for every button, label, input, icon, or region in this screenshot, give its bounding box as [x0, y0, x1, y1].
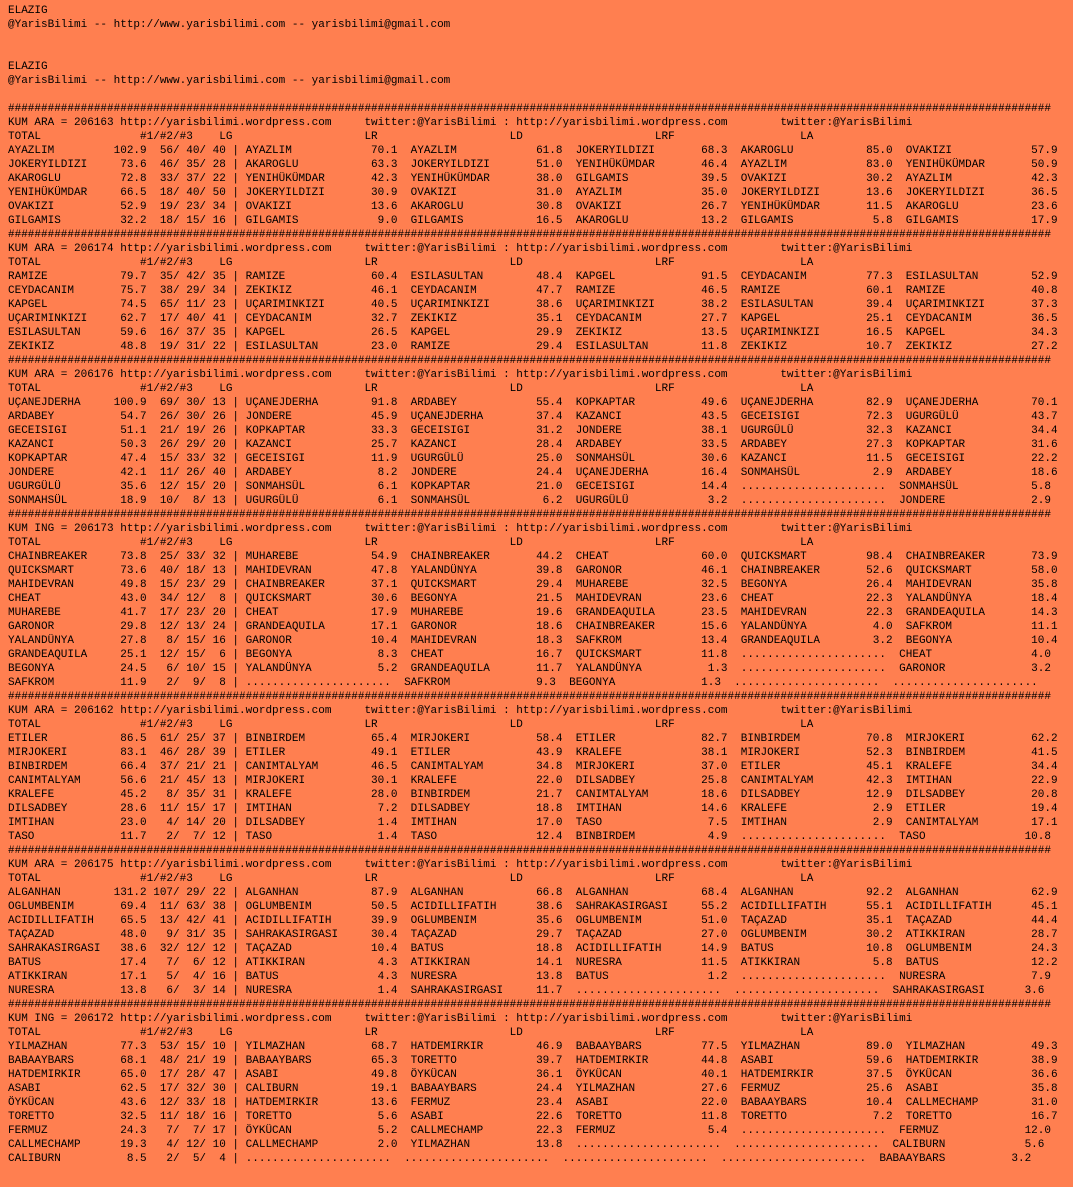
table-row: SONMAHSÜL 18.9 10/ 8/ 13 | UGURGÜLÜ 6.1 SONMAHSÜL 6.2 UGURGÜLÜ 3.2 ...................... JONDERE 2.9 — [8, 495, 1051, 507]
table-row: ACIDILLIFATIH 65.5 13/ 42/ 41 | ACIDILLIFATIH 39.9 OGLUMBENIM 35.6 OGLUMBENIM 51.0 TAÇAZAD 35.1 TAÇAZAD 44.4 — [8, 915, 1058, 927]
column-header: TOTAL #1/#2/#3 LG LR LD LRF LA — [8, 719, 814, 731]
blank-line — [8, 46, 1073, 60]
table-row: BATUS 17.4 7/ 6/ 12 | ATIKKIRAN 4.3 ATIKKIRAN 14.1 NURESRA 11.5 ATIKKIRAN 5.8 BATUS 12.2 — [8, 957, 1058, 969]
column-header: TOTAL #1/#2/#3 LG LR LD LRF LA — [8, 131, 814, 143]
section-separator: ############################################################################################################################################################## — [8, 509, 1051, 521]
table-row: BABAAYBARS 68.1 48/ 21/ 19 | BABAAYBARS 65.3 TORETTO 39.7 HATDEMIRKIR 44.8 ASABI 59.6 HATDEMIRKIR 38.9 — [8, 1055, 1058, 1067]
race-header: KUM ARA = 206174 http://yarisbilimi.wordpress.com twitter:@YarisBilimi : http://yarisbilimi.wordpress.com twitter:@YarisBilimi — [8, 243, 913, 255]
table-row: ATIKKIRAN 17.1 5/ 4/ 16 | BATUS 4.3 NURESRA 13.8 BATUS 1.2 ...................... NURESRA 7.9 — [8, 971, 1051, 983]
table-row: YILMAZHAN 77.3 53/ 15/ 10 | YILMAZHAN 68.7 HATDEMIRKIR 46.9 BABAAYBARS 77.5 YILMAZHAN 89.0 YILMAZHAN 49.3 — [8, 1041, 1058, 1053]
table-row: HATDEMIRKIR 65.0 17/ 28/ 47 | ASABI 49.8 ÖYKÜCAN 36.1 ÖYKÜCAN 40.1 HATDEMIRKIR 37.5 ÖYKÜCAN 36.6 — [8, 1069, 1058, 1081]
page-header-line: @YarisBilimi -- http://www.yarisbilimi.com -- yarisbilimi@gmail.com — [8, 75, 451, 87]
table-row: UÇARIMINKIZI 62.7 17/ 40/ 41 | CEYDACANIM 32.7 ZEKIKIZ 35.1 CEYDACANIM 27.7 KAPGEL 25.1 CEYDACANIM 36.5 — [8, 313, 1058, 325]
table-row: CEYDACANIM 75.7 38/ 29/ 34 | ZEKIKIZ 46.1 CEYDACANIM 47.7 RAMIZE 46.5 RAMIZE 60.1 RAMIZE 40.8 — [8, 285, 1058, 297]
table-row: ALGANHAN 131.2 107/ 29/ 22 | ALGANHAN 87.9 ALGANHAN 66.8 ALGANHAN 68.4 ALGANHAN 92.2 ALGANHAN 62.9 — [8, 887, 1058, 899]
table-row: RAMIZE 79.7 35/ 42/ 35 | RAMIZE 60.4 ESILASULTAN 48.4 KAPGEL 91.5 CEYDACANIM 77.3 ESILASULTAN 52.9 — [8, 271, 1058, 283]
page-header-line: ELAZIG — [8, 5, 48, 17]
race-header: KUM ARA = 206162 http://yarisbilimi.wordpress.com twitter:@YarisBilimi : http://yarisbilimi.wordpress.com twitter:@YarisBilimi — [8, 705, 913, 717]
section-separator: ############################################################################################################################################################## — [8, 999, 1051, 1011]
table-row: ETILER 86.5 61/ 25/ 37 | BINBIRDEM 65.4 MIRJOKERI 58.4 ETILER 82.7 BINBIRDEM 70.8 MIRJOKERI 62.2 — [8, 733, 1058, 745]
section-separator: ############################################################################################################################################################## — [8, 691, 1051, 703]
table-row: OVAKIZI 52.9 19/ 23/ 34 | OVAKIZI 13.6 AKAROGLU 30.8 OVAKIZI 26.7 YENIHÜKÜMDAR 11.5 AKAROGLU 23.6 — [8, 201, 1058, 213]
table-row: GECEISIGI 51.1 21/ 19/ 26 | KOPKAPTAR 33.3 GECEISIGI 31.2 JONDERE 38.1 UGURGÜLÜ 32.3 KAZANCI 34.4 — [8, 425, 1058, 437]
table-row: IMTIHAN 23.0 4/ 14/ 20 | DILSADBEY 1.4 IMTIHAN 17.0 TASO 7.5 IMTIHAN 2.9 CANIMTALYAM 17.1 — [8, 817, 1058, 829]
table-row: UGURGÜLÜ 35.6 12/ 15/ 20 | SONMAHSÜL 6.1 KOPKAPTAR 21.0 GECEISIGI 14.4 ...................... SONMAHSÜL 5.8 — [8, 481, 1051, 493]
section-separator: ############################################################################################################################################################## — [8, 845, 1051, 857]
table-row: CALIBURN 8.5 2/ 5/ 4 | ...................... ...................... ...................... ...................... BABAAYBARS 3.2 — [8, 1153, 1032, 1165]
table-row: JOKERYILDIZI 73.6 46/ 35/ 28 | AKAROGLU 63.3 JOKERYILDIZI 51.0 YENIHÜKÜMDAR 46.4 AYAZLIM 83.0 YENIHÜKÜMDAR 50.9 — [8, 159, 1058, 171]
blank-line — [8, 32, 1073, 46]
race-header: KUM ING = 206173 http://yarisbilimi.wordpress.com twitter:@YarisBilimi : http://yarisbilimi.wordpress.com twitter:@YarisBilimi — [8, 523, 913, 535]
section-separator: ############################################################################################################################################################## — [8, 103, 1051, 115]
table-row: KOPKAPTAR 47.4 15/ 33/ 32 | GECEISIGI 11.9 UGURGÜLÜ 25.0 SONMAHSÜL 30.6 KAZANCI 11.5 GECEISIGI 22.2 — [8, 453, 1058, 465]
race-header: KUM ING = 206172 http://yarisbilimi.wordpress.com twitter:@YarisBilimi : http://yarisbilimi.wordpress.com twitter:@YarisBilimi — [8, 1013, 913, 1025]
table-row: CHAINBREAKER 73.8 25/ 33/ 32 | MUHAREBE 54.9 CHAINBREAKER 44.2 CHEAT 60.0 QUICKSMART 98.4 CHAINBREAKER 73.9 — [8, 551, 1058, 563]
table-row: ESILASULTAN 59.6 16/ 37/ 35 | KAPGEL 26.5 KAPGEL 29.9 ZEKIKIZ 13.5 UÇARIMINKIZI 16.5 KAPGEL 34.3 — [8, 327, 1058, 339]
column-header: TOTAL #1/#2/#3 LG LR LD LRF LA — [8, 1027, 814, 1039]
blank-line — [8, 88, 1073, 102]
table-row: YALANDÜNYA 27.8 8/ 15/ 16 | GARONOR 10.4 MAHIDEVRAN 18.3 SAFKROM 13.4 GRANDEAQUILA 3.2 BEGONYA 10.4 — [8, 635, 1058, 647]
race-header: KUM ARA = 206163 http://yarisbilimi.wordpress.com twitter:@YarisBilimi : http://yarisbilimi.wordpress.com twitter:@YarisBilimi — [8, 117, 913, 129]
table-row: TASO 11.7 2/ 7/ 12 | TASO 1.4 TASO 12.4 BINBIRDEM 4.9 ...................... TASO 10.8 — [8, 831, 1051, 843]
table-row: YENIHÜKÜMDAR 66.5 18/ 40/ 50 | JOKERYILDIZI 30.9 OVAKIZI 31.0 AYAZLIM 35.0 JOKERYILDIZI 13.6 JOKERYILDIZI 36.5 — [8, 187, 1058, 199]
column-header: TOTAL #1/#2/#3 LG LR LD LRF LA — [8, 383, 814, 395]
page-header-line: ELAZIG — [8, 61, 48, 73]
table-row: CALLMECHAMP 19.3 4/ 12/ 10 | CALLMECHAMP 2.0 YILMAZHAN 13.8 ...................... ...................... CALIBURN 5.6 — [8, 1139, 1045, 1151]
table-row: NURESRA 13.8 6/ 3/ 14 | NURESRA 1.4 SAHRAKASIRGASI 11.7 ...................... ...................... SAHRAKASIRGASI 3.6 — [8, 985, 1045, 997]
table-row: CANIMTALYAM 56.6 21/ 45/ 13 | MIRJOKERI 30.1 KRALEFE 22.0 DILSADBEY 25.8 CANIMTALYAM 42.3 IMTIHAN 22.9 — [8, 775, 1058, 787]
table-row: KAPGEL 74.5 65/ 11/ 23 | UÇARIMINKIZI 40.5 UÇARIMINKIZI 38.6 UÇARIMINKIZI 38.2 ESILASULTAN 39.4 UÇARIMINKIZI 37.3 — [8, 299, 1058, 311]
table-row: SAHRAKASIRGASI 38.6 32/ 12/ 12 | TAÇAZAD 10.4 BATUS 18.8 ACIDILLIFATIH 14.9 BATUS 10.8 OGLUMBENIM 24.3 — [8, 943, 1058, 955]
table-row: ÖYKÜCAN 43.6 12/ 33/ 18 | HATDEMIRKIR 13.6 FERMUZ 23.4 ASABI 22.0 BABAAYBARS 10.4 CALLMECHAMP 31.0 — [8, 1097, 1058, 1109]
table-row: ZEKIKIZ 48.8 19/ 31/ 22 | ESILASULTAN 23.0 RAMIZE 29.4 ESILASULTAN 11.8 ZEKIKIZ 10.7 ZEKIKIZ 27.2 — [8, 341, 1058, 353]
section-separator: ############################################################################################################################################################## — [8, 229, 1051, 241]
table-row: QUICKSMART 73.6 40/ 18/ 13 | MAHIDEVRAN 47.8 YALANDÜNYA 39.8 GARONOR 46.1 CHAINBREAKER 52.6 QUICKSMART 58.0 — [8, 565, 1058, 577]
table-row: SAFKROM 11.9 2/ 9/ 8 | ...................... SAFKROM 9.3 BEGONYA 1.3 ...................... ...................... — [8, 677, 1038, 689]
table-row: UÇANEJDERHA 100.9 69/ 30/ 13 | UÇANEJDERHA 91.8 ARDABEY 55.4 KOPKAPTAR 49.6 UÇANEJDERHA 82.9 UÇANEJDERHA 70.1 — [8, 397, 1058, 409]
table-row: TAÇAZAD 48.0 9/ 31/ 35 | SAHRAKASIRGASI 30.4 TAÇAZAD 29.7 TAÇAZAD 27.0 OGLUMBENIM 30.2 ATIKKIRAN 28.7 — [8, 929, 1058, 941]
table-row: MIRJOKERI 83.1 46/ 28/ 39 | ETILER 49.1 ETILER 43.9 KRALEFE 38.1 MIRJOKERI 52.3 BINBIRDEM 41.5 — [8, 747, 1058, 759]
column-header: TOTAL #1/#2/#3 LG LR LD LRF LA — [8, 257, 814, 269]
table-row: DILSADBEY 28.6 11/ 15/ 17 | IMTIHAN 7.2 DILSADBEY 18.8 IMTIHAN 14.6 KRALEFE 2.9 ETILER 19.4 — [8, 803, 1058, 815]
table-row: AKAROGLU 72.8 33/ 37/ 22 | YENIHÜKÜMDAR 42.3 YENIHÜKÜMDAR 38.0 GILGAMIS 39.5 OVAKIZI 30.2 AYAZLIM 42.3 — [8, 173, 1058, 185]
race-header: KUM ARA = 206175 http://yarisbilimi.wordpress.com twitter:@YarisBilimi : http://yarisbilimi.wordpress.com twitter:@YarisBilimi — [8, 859, 913, 871]
table-row: KAZANCI 50.3 26/ 29/ 20 | KAZANCI 25.7 KAZANCI 28.4 ARDABEY 33.5 ARDABEY 27.3 KOPKAPTAR 31.6 — [8, 439, 1058, 451]
table-row: BEGONYA 24.5 6/ 10/ 15 | YALANDÜNYA 5.2 GRANDEAQUILA 11.7 YALANDÜNYA 1.3 ...................... GARONOR 3.2 — [8, 663, 1051, 675]
table-row: GRANDEAQUILA 25.1 12/ 15/ 6 | BEGONYA 8.3 CHEAT 16.7 QUICKSMART 11.8 ...................... CHEAT 4.0 — [8, 649, 1051, 661]
table-row: BINBIRDEM 66.4 37/ 21/ 21 | CANIMTALYAM 46.5 CANIMTALYAM 34.8 MIRJOKERI 37.0 ETILER 45.1 KRALEFE 34.4 — [8, 761, 1058, 773]
page-header-line: @YarisBilimi -- http://www.yarisbilimi.com -- yarisbilimi@gmail.com — [8, 19, 451, 31]
table-row: MAHIDEVRAN 49.8 15/ 23/ 29 | CHAINBREAKER 37.1 QUICKSMART 29.4 MUHAREBE 32.5 BEGONYA 26.4 MAHIDEVRAN 35.8 — [8, 579, 1058, 591]
column-header: TOTAL #1/#2/#3 LG LR LD LRF LA — [8, 873, 814, 885]
race-header: KUM ARA = 206176 http://yarisbilimi.wordpress.com twitter:@YarisBilimi : http://yarisbilimi.wordpress.com twitter:@YarisBilimi — [8, 369, 913, 381]
table-row: JONDERE 42.1 11/ 26/ 40 | ARDABEY 8.2 JONDERE 24.4 UÇANEJDERHA 16.4 SONMAHSÜL 2.9 ARDABEY 18.6 — [8, 467, 1058, 479]
table-row: MUHAREBE 41.7 17/ 23/ 20 | CHEAT 17.9 MUHAREBE 19.6 GRANDEAQUILA 23.5 MAHIDEVRAN 22.3 GRANDEAQUILA 14.3 — [8, 607, 1058, 619]
table-row: GILGAMIS 32.2 18/ 15/ 16 | GILGAMIS 9.0 GILGAMIS 16.5 AKAROGLU 13.2 GILGAMIS 5.8 GILGAMIS 17.9 — [8, 215, 1058, 227]
table-row: TORETTO 32.5 11/ 18/ 16 | TORETTO 5.6 ASABI 22.6 TORETTO 11.8 TORETTO 7.2 TORETTO 16.7 — [8, 1111, 1058, 1123]
table-row: AYAZLIM 102.9 56/ 40/ 40 | AYAZLIM 70.1 AYAZLIM 61.8 JOKERYILDIZI 68.3 AKAROGLU 85.0 OVAKIZI 57.9 — [8, 145, 1058, 157]
table-row: ASABI 62.5 17/ 32/ 30 | CALIBURN 19.1 BABAAYBARS 24.4 YILMAZHAN 27.6 FERMUZ 25.6 ASABI 35.8 — [8, 1083, 1058, 1095]
table-row: KRALEFE 45.2 8/ 35/ 31 | KRALEFE 28.0 BINBIRDEM 21.7 CANIMTALYAM 18.6 DILSADBEY 12.9 DILSADBEY 20.8 — [8, 789, 1058, 801]
table-row: CHEAT 43.0 34/ 12/ 8 | QUICKSMART 30.6 BEGONYA 21.5 MAHIDEVRAN 23.6 CHEAT 22.3 YALANDÜNYA 18.4 — [8, 593, 1058, 605]
table-row: ARDABEY 54.7 26/ 30/ 26 | JONDERE 45.9 UÇANEJDERHA 37.4 KAZANCI 43.5 GECEISIGI 72.3 UGURGÜLÜ 43.7 — [8, 411, 1058, 423]
table-row: OGLUMBENIM 69.4 11/ 63/ 38 | OGLUMBENIM 50.5 ACIDILLIFATIH 38.6 SAHRAKASIRGASI 55.2 ACIDILLIFATIH 55.1 ACIDILLIFATIH 45.1 — [8, 901, 1058, 913]
column-header: TOTAL #1/#2/#3 LG LR LD LRF LA — [8, 537, 814, 549]
table-row: FERMUZ 24.3 7/ 7/ 17 | ÖYKÜCAN 5.2 CALLMECHAMP 22.3 FERMUZ 5.4 ...................... FERMUZ 12.0 — [8, 1125, 1051, 1137]
section-separator: ############################################################################################################################################################## — [8, 355, 1051, 367]
table-row: GARONOR 29.8 12/ 13/ 24 | GRANDEAQUILA 17.1 GARONOR 18.6 CHAINBREAKER 15.6 YALANDÜNYA 4.0 SAFKROM 11.1 — [8, 621, 1058, 633]
